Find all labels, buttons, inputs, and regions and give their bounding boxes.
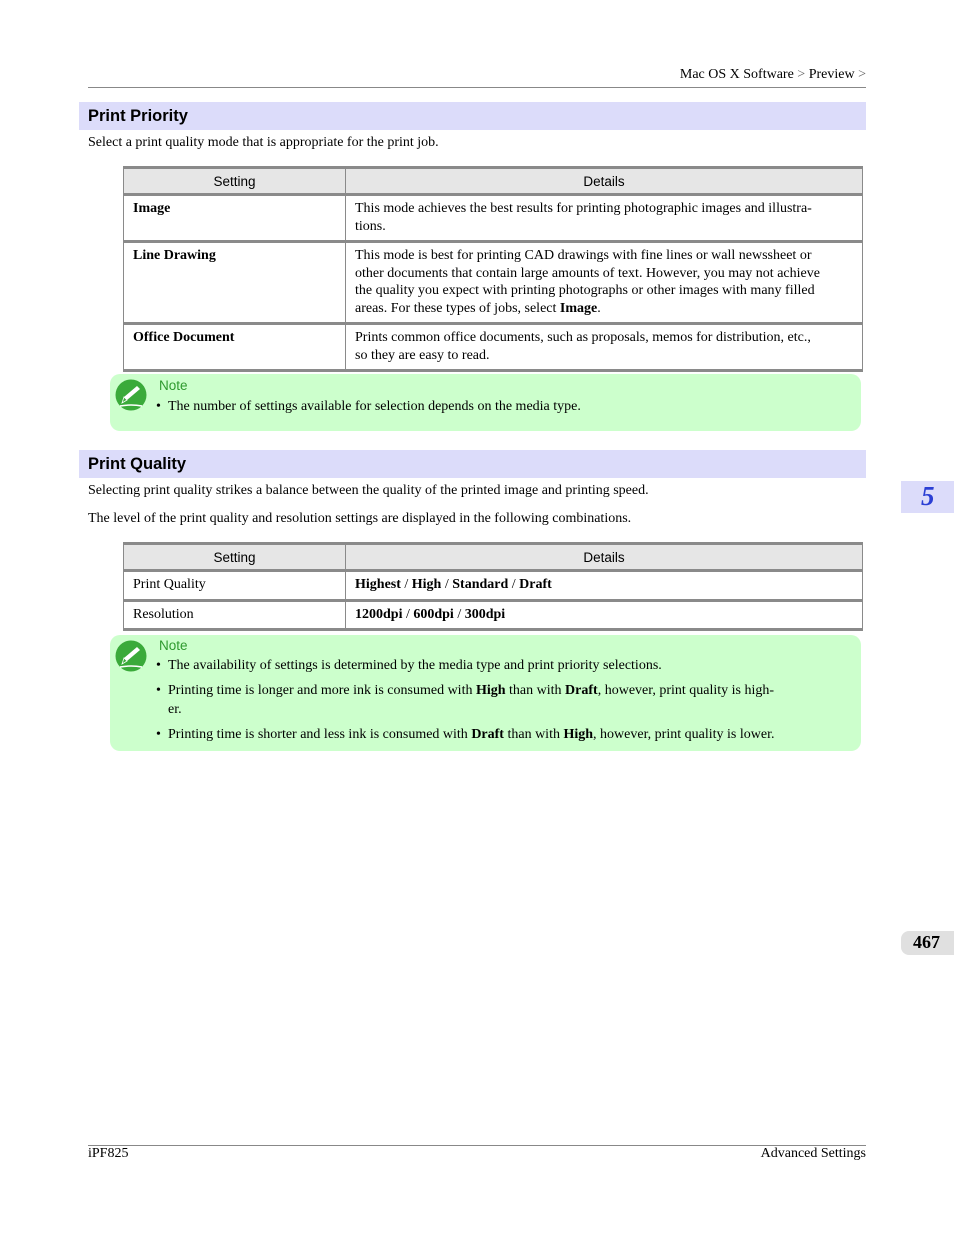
setting-cell: Line Drawing bbox=[124, 242, 346, 324]
details-cell: 1200dpi / 600dpi / 300dpi bbox=[346, 600, 863, 630]
chapter-number: 5 bbox=[921, 481, 935, 511]
breadcrumb-item[interactable]: Mac OS X Software bbox=[679, 67, 794, 82]
column-header: Details bbox=[346, 168, 863, 195]
setting-cell: Office Document bbox=[124, 324, 346, 371]
table-header-row bbox=[124, 544, 863, 571]
footer-model: iPF825 bbox=[88, 1146, 129, 1161]
section-heading-print-priority bbox=[79, 102, 866, 130]
page-number: 467 bbox=[913, 932, 940, 952]
breadcrumb-separator: > bbox=[797, 67, 806, 82]
table-row bbox=[124, 571, 863, 601]
note-item: • The availability of settings is determined by the media type and print priority selections. bbox=[156, 656, 856, 675]
section-heading-print-quality bbox=[79, 450, 866, 478]
print-quality-table bbox=[123, 542, 863, 631]
footer-section: Advanced Settings bbox=[760, 1146, 866, 1161]
breadcrumb-separator: > bbox=[858, 67, 866, 82]
note-title: Note bbox=[159, 378, 188, 393]
note-title: Note bbox=[159, 638, 188, 653]
details-cell: This mode achieves the best results for printing photographic images and illustra- tions. bbox=[346, 195, 863, 242]
note-list bbox=[156, 656, 856, 744]
column-header: Setting bbox=[124, 544, 346, 571]
table-row bbox=[124, 600, 863, 630]
details-cell: Highest / High / Standard / Draft bbox=[346, 571, 863, 601]
details-cell: This mode is best for printing CAD drawings with fine lines or wall newssheet or other documents that contain large amounts of text. However, you may not achieve the quality you expect with printing photographs or other images with many filled areas. For these types of jobs, select Image. bbox=[346, 242, 863, 324]
note-item: • Printing time is shorter and less ink is consumed with Draft than with High, however, print quality is lower. bbox=[156, 725, 856, 744]
table-row bbox=[124, 324, 863, 371]
note-item: • Printing time is longer and more ink is consumed with High than with Draft, however, print quality is high- er. bbox=[156, 681, 856, 719]
footer-rule bbox=[88, 1145, 866, 1146]
intro-text: Select a print quality mode that is appropriate for the print job. bbox=[88, 135, 439, 150]
column-header: Details bbox=[346, 544, 863, 571]
details-cell: Prints common office documents, such as proposals, memos for distribution, etc., so they are easy to read. bbox=[346, 324, 863, 371]
pencil-note-icon bbox=[115, 640, 147, 672]
breadcrumb bbox=[680, 67, 866, 83]
note-box bbox=[110, 635, 861, 751]
page-number-tab bbox=[901, 931, 954, 955]
column-header: Setting bbox=[124, 168, 346, 195]
table-row bbox=[124, 242, 863, 324]
print-priority-table bbox=[123, 166, 863, 372]
intro-text: The level of the print quality and resolution settings are displayed in the following combinations. bbox=[88, 511, 632, 526]
table-row bbox=[124, 195, 863, 242]
header-rule bbox=[88, 87, 866, 88]
table-header-row bbox=[124, 168, 863, 195]
breadcrumb-item[interactable]: Preview bbox=[808, 67, 855, 82]
note-list bbox=[156, 397, 856, 416]
intro-text: Selecting print quality strikes a balance between the quality of the printed image and printing speed. bbox=[88, 483, 649, 498]
setting-cell: Image bbox=[124, 195, 346, 242]
note-item: • The number of settings available for selection depends on the media type. bbox=[156, 397, 856, 416]
section-title: Print Quality bbox=[88, 455, 187, 473]
note-box bbox=[110, 374, 861, 431]
section-title: Print Priority bbox=[88, 107, 188, 125]
setting-cell: Resolution bbox=[124, 600, 346, 630]
setting-cell: Print Quality bbox=[124, 571, 346, 601]
pencil-note-icon bbox=[115, 379, 147, 411]
chapter-tab[interactable] bbox=[901, 481, 954, 513]
